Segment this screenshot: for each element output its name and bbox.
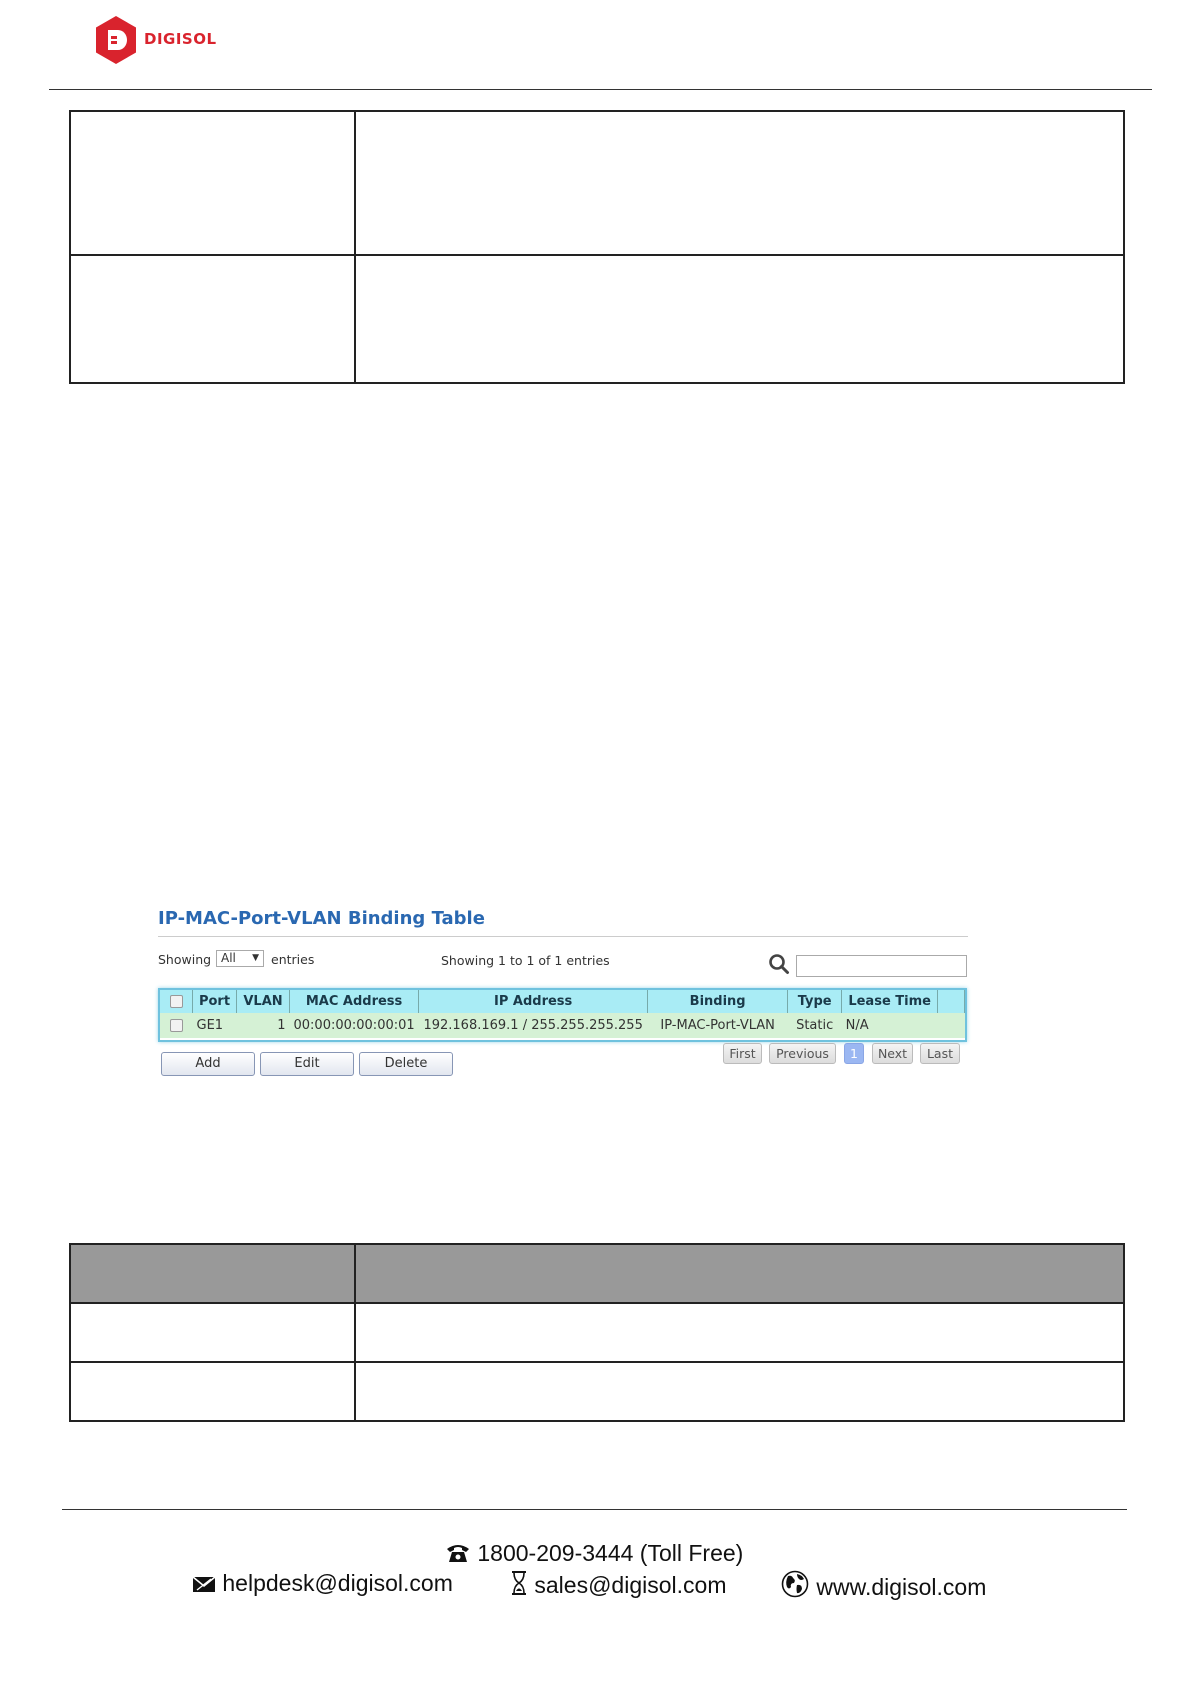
table-row	[70, 1303, 1124, 1362]
pagination-page-1[interactable]: 1	[844, 1043, 864, 1064]
delete-button[interactable]: Delete	[359, 1052, 453, 1076]
document-table-top	[69, 110, 1125, 384]
document-table-bottom	[69, 1243, 1125, 1422]
table-header-row	[70, 1244, 1124, 1303]
table-row	[70, 255, 1124, 383]
chevron-down-icon: ▼	[252, 953, 259, 963]
select-all-checkbox[interactable]	[170, 995, 183, 1008]
select-all-header	[160, 990, 193, 1013]
column-header-port[interactable]: Port	[193, 990, 237, 1013]
globe-icon	[780, 1570, 810, 1598]
table-cell	[70, 255, 355, 383]
panel-title: IP-MAC-Port-VLAN Binding Table	[158, 908, 485, 929]
digisol-logo-icon	[94, 15, 138, 65]
cell-binding: IP-MAC-Port-VLAN	[648, 1013, 788, 1038]
footer-helpdesk	[192, 1570, 453, 1597]
table-row	[70, 1362, 1124, 1421]
table-header-cell	[70, 1244, 355, 1303]
column-header-ip[interactable]: IP Address	[419, 990, 648, 1013]
showing-label: Showing	[158, 952, 212, 967]
footer-sales	[510, 1570, 726, 1599]
footer-sales-text[interactable]: sales@digisol.com	[534, 1572, 727, 1598]
column-header-spacer	[938, 990, 965, 1013]
pagination-next[interactable]: Next	[872, 1043, 913, 1064]
binding-table-panel	[158, 902, 968, 1082]
pagination-first[interactable]: First	[723, 1043, 762, 1064]
table-cell	[70, 1303, 355, 1362]
hourglass-icon	[510, 1570, 528, 1596]
mail-icon	[192, 1574, 216, 1594]
table-row	[70, 111, 1124, 255]
cell-lease: N/A	[842, 1013, 938, 1038]
add-button[interactable]: Add	[161, 1052, 255, 1076]
column-header-type[interactable]: Type	[788, 990, 842, 1013]
pagination-previous[interactable]: Previous	[769, 1043, 836, 1064]
footer-phone	[445, 1540, 743, 1567]
cell-port: GE1	[193, 1013, 237, 1038]
table-cell	[355, 1362, 1124, 1421]
entries-info: Showing 1 to 1 of 1 entries	[441, 953, 610, 968]
footer-helpdesk-text[interactable]: helpdesk@digisol.com	[222, 1570, 453, 1596]
column-header-lease[interactable]: Lease Time	[842, 990, 938, 1013]
entries-select[interactable]	[216, 950, 264, 967]
entries-select-value: All	[221, 951, 236, 965]
table-cell	[355, 111, 1124, 255]
cell-ip: 192.168.169.1 / 255.255.255.255	[419, 1013, 648, 1038]
table-cell	[355, 1303, 1124, 1362]
footer-website	[780, 1570, 986, 1601]
table-cell	[70, 1362, 355, 1421]
cell-spacer	[938, 1013, 965, 1038]
cell-type: Static	[788, 1013, 842, 1038]
pagination-last[interactable]: Last	[920, 1043, 960, 1064]
cell-mac: 00:00:00:00:00:01	[290, 1013, 419, 1038]
footer-divider	[62, 1509, 1127, 1510]
table-cell	[70, 111, 355, 255]
footer-phone-text: 1800-209-3444 (Toll Free)	[477, 1540, 744, 1566]
edit-button[interactable]: Edit	[260, 1052, 354, 1076]
table-cell	[355, 255, 1124, 383]
search-input[interactable]	[796, 955, 967, 977]
header-divider	[49, 89, 1152, 90]
search-icon[interactable]	[768, 953, 790, 975]
grid-header-row	[160, 990, 965, 1013]
panel-divider	[158, 936, 968, 937]
column-header-mac[interactable]: MAC Address	[290, 990, 419, 1013]
binding-grid	[158, 988, 967, 1042]
phone-icon	[445, 1542, 471, 1564]
footer-website-text[interactable]: www.digisol.com	[816, 1574, 987, 1600]
table-row[interactable]	[160, 1013, 965, 1038]
column-header-vlan[interactable]: VLAN	[237, 990, 290, 1013]
entries-label: entries	[271, 952, 315, 967]
row-select-cell	[160, 1013, 193, 1038]
cell-vlan: 1	[237, 1013, 290, 1038]
row-checkbox[interactable]	[170, 1019, 183, 1032]
column-header-binding[interactable]: Binding	[648, 990, 788, 1013]
brand-name: DIGISOL	[144, 30, 217, 48]
table-header-cell	[355, 1244, 1124, 1303]
